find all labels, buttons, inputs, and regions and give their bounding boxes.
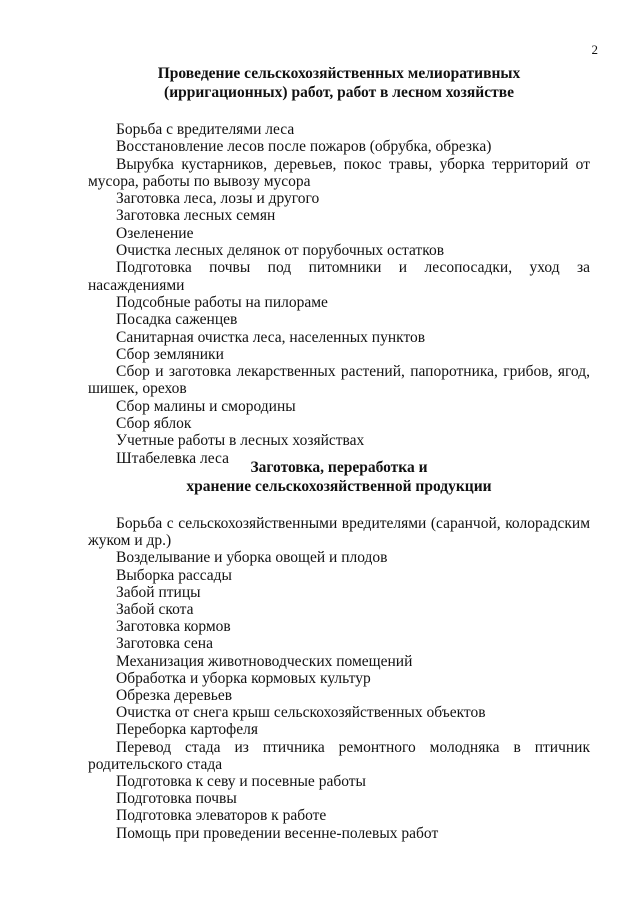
page-number: 2 (591, 42, 598, 57)
list-item: Борьба с вредителями леса (116, 121, 295, 138)
list-item: Санитарная очистка леса, населенных пунктов (116, 328, 426, 346)
list-item: Заготовка лесных семян (116, 207, 276, 225)
section-forestry-works (88, 64, 590, 467)
list-item: Очистка лесных делянок от порубочных остатков (116, 242, 445, 260)
list-item: Выборка рассады (116, 566, 232, 584)
list-item: Подсобные работы на пилораме (116, 293, 328, 311)
work-list (88, 121, 590, 467)
section-title-line: Заготовка, переработка и (250, 459, 428, 476)
list-item: Подготовка почвы под питомники и лесопосадки, уход за насаждениями (88, 259, 590, 294)
list-item: Сбор малины и смородины (116, 397, 296, 415)
section-title-line: хранение сельскохозяйственной продукции (186, 478, 492, 495)
section-title (88, 458, 590, 496)
list-item: Забой скота (116, 601, 194, 619)
section-title-line: (ирригационных) работ, работ в лесном хозяйстве (164, 84, 514, 101)
list-item: Сбор земляники (116, 345, 224, 363)
list-item: Заготовка сена (116, 635, 213, 653)
list-item: Борьба с сельскохозяйственными вредителями (саранчой, колорадским жуком и др.) (88, 515, 590, 550)
list-item: Возделывание и уборка овощей и плодов (116, 549, 388, 567)
list-item: Переборка картофеля (116, 721, 258, 739)
list-item: Сбор и заготовка лекарственных растений, папоротника, грибов, ягод, шишек, орехов (88, 363, 590, 398)
list-item: Подготовка к севу и посевные работы (116, 773, 366, 791)
section-agricultural-products (88, 458, 590, 842)
list-item: Учетные работы в лесных хозяйствах (116, 432, 365, 450)
list-item: Заготовка леса, лозы и другого (116, 190, 320, 208)
list-item: Механизация животноводческих помещений (116, 652, 413, 670)
work-list (88, 515, 590, 842)
list-item: Заготовка кормов (116, 618, 231, 636)
list-item: Восстановление лесов после пожаров (обрубка, обрезка) (116, 138, 492, 156)
list-item: Помощь при проведении весенне-полевых работ (116, 824, 439, 842)
list-item: Очистка от снега крыш сельскохозяйственных объектов (116, 704, 486, 722)
list-item: Обрезка деревьев (116, 687, 233, 705)
list-item: Перевод стада из птичника ремонтного молодняка в птичник родительского стада (88, 738, 590, 773)
list-item: Подготовка почвы (116, 790, 237, 808)
list-item: Подготовка элеваторов к работе (116, 807, 327, 825)
list-item: Сбор яблок (116, 415, 192, 433)
list-item: Озеленение (116, 224, 194, 242)
list-item: Забой птицы (116, 583, 201, 601)
list-item: Обработка и уборка кормовых культур (116, 669, 371, 687)
section-title (88, 64, 590, 102)
list-item: Штабелевка леса (116, 449, 229, 467)
list-item: Вырубка кустарников, деревьев, покос травы, уборка территорий от мусора, работы по вывозу мусора (88, 155, 590, 190)
section-title-line: Проведение сельскохозяйственных мелиоративных (157, 65, 521, 82)
list-item: Посадка саженцев (116, 311, 238, 329)
